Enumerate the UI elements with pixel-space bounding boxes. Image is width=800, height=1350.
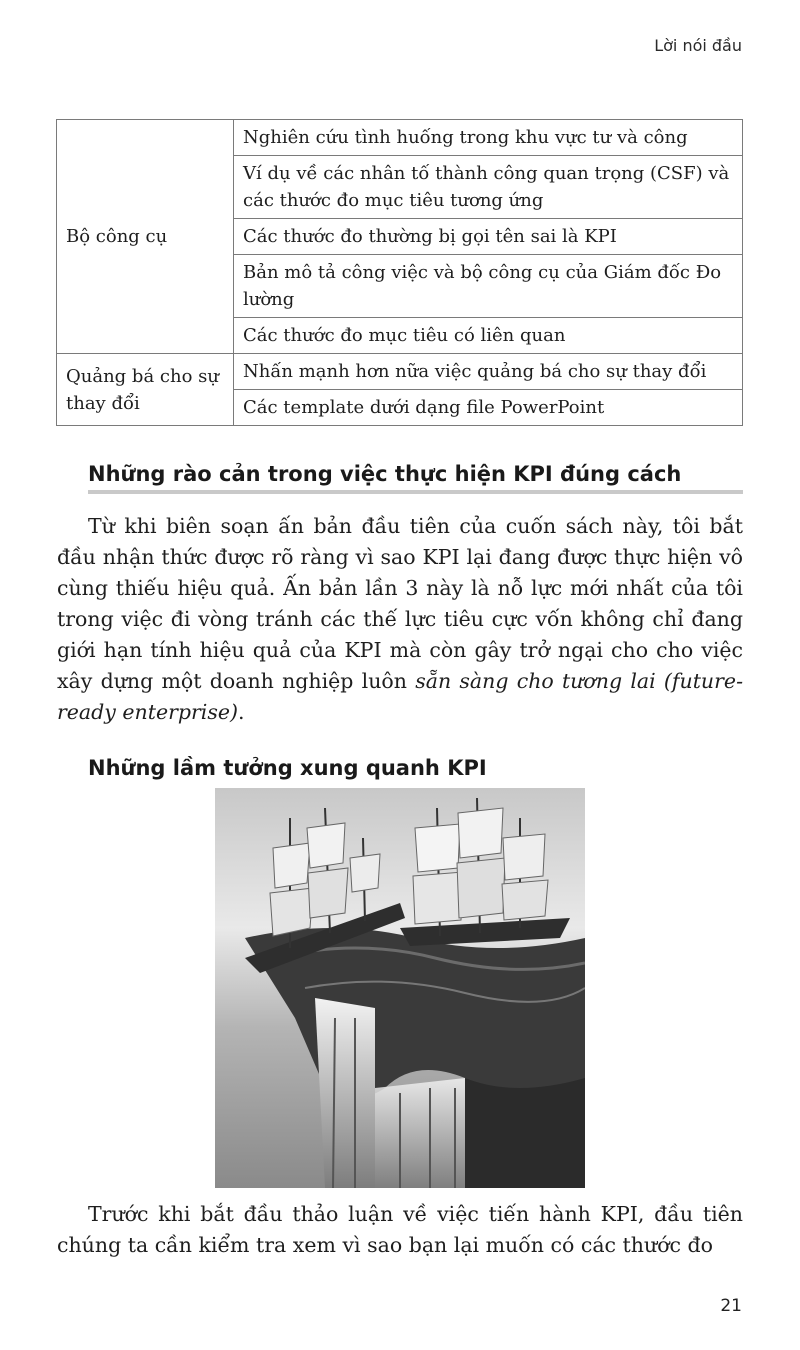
body-paragraph: [57, 511, 743, 728]
table-row: [57, 120, 743, 156]
running-head: Lời nói đầu: [654, 36, 742, 55]
group-label-cell: Bộ công cụ: [57, 120, 234, 354]
page-number: 21: [720, 1296, 742, 1316]
toolkit-table: [56, 119, 743, 426]
group-label-cell: Quảng bá cho sự thay đổi: [57, 354, 234, 426]
body-paragraph: Trước khi bắt đầu thảo luận về việc tiến hành KPI, đầu tiên chúng ta cần kiểm tra xem vì sao bạn lại muốn có các thước đo: [57, 1202, 743, 1257]
table-cell: Các thước đo mục tiêu có liên quan: [234, 318, 743, 354]
paragraph-italic: sẵn sàng cho tương lai (future-ready enterprise): [57, 669, 743, 724]
section-heading: Những lầm tưởng xung quanh KPI: [88, 756, 487, 780]
table-row: [57, 354, 743, 390]
table-cell: Ví dụ về các nhân tố thành công quan trọng (CSF) và các thước đo mục tiêu tương ứng: [234, 156, 743, 219]
table-cell: Các thước đo thường bị gọi tên sai là KPI: [234, 219, 743, 255]
paragraph-text: Từ khi biên soạn ấn bản đầu tiên của cuốn sách này, tôi bắt đầu nhận thức được rõ ràng vì sao KPI lại đang được thực hiện vô cùng thiếu hiệu quả. Ấn bản lần 3 này là nỗ lực mới nhất của tôi trong việc đi vòng tránh các thế lực tiêu cực vốn không chỉ đang giới hạn tính hiệu quả của KPI mà còn gây trở ngại cho cho việc xây dựng một doanh nghiệp luôn: [57, 514, 743, 693]
table-cell: Các template dưới dạng file PowerPoint: [234, 390, 743, 426]
table-cell: Nhấn mạnh hơn nữa việc quảng bá cho sự thay đổi: [234, 354, 743, 390]
table-cell: Bản mô tả công việc và bộ công cụ của Giám đốc Đo lường: [234, 255, 743, 318]
ships-falling-off-cliff-icon: [215, 788, 585, 1188]
paragraph-end: .: [238, 700, 245, 724]
section-heading: Những rào cản trong việc thực hiện KPI đúng cách: [88, 462, 743, 494]
table-cell: Nghiên cứu tình huống trong khu vực tư và công: [234, 120, 743, 156]
